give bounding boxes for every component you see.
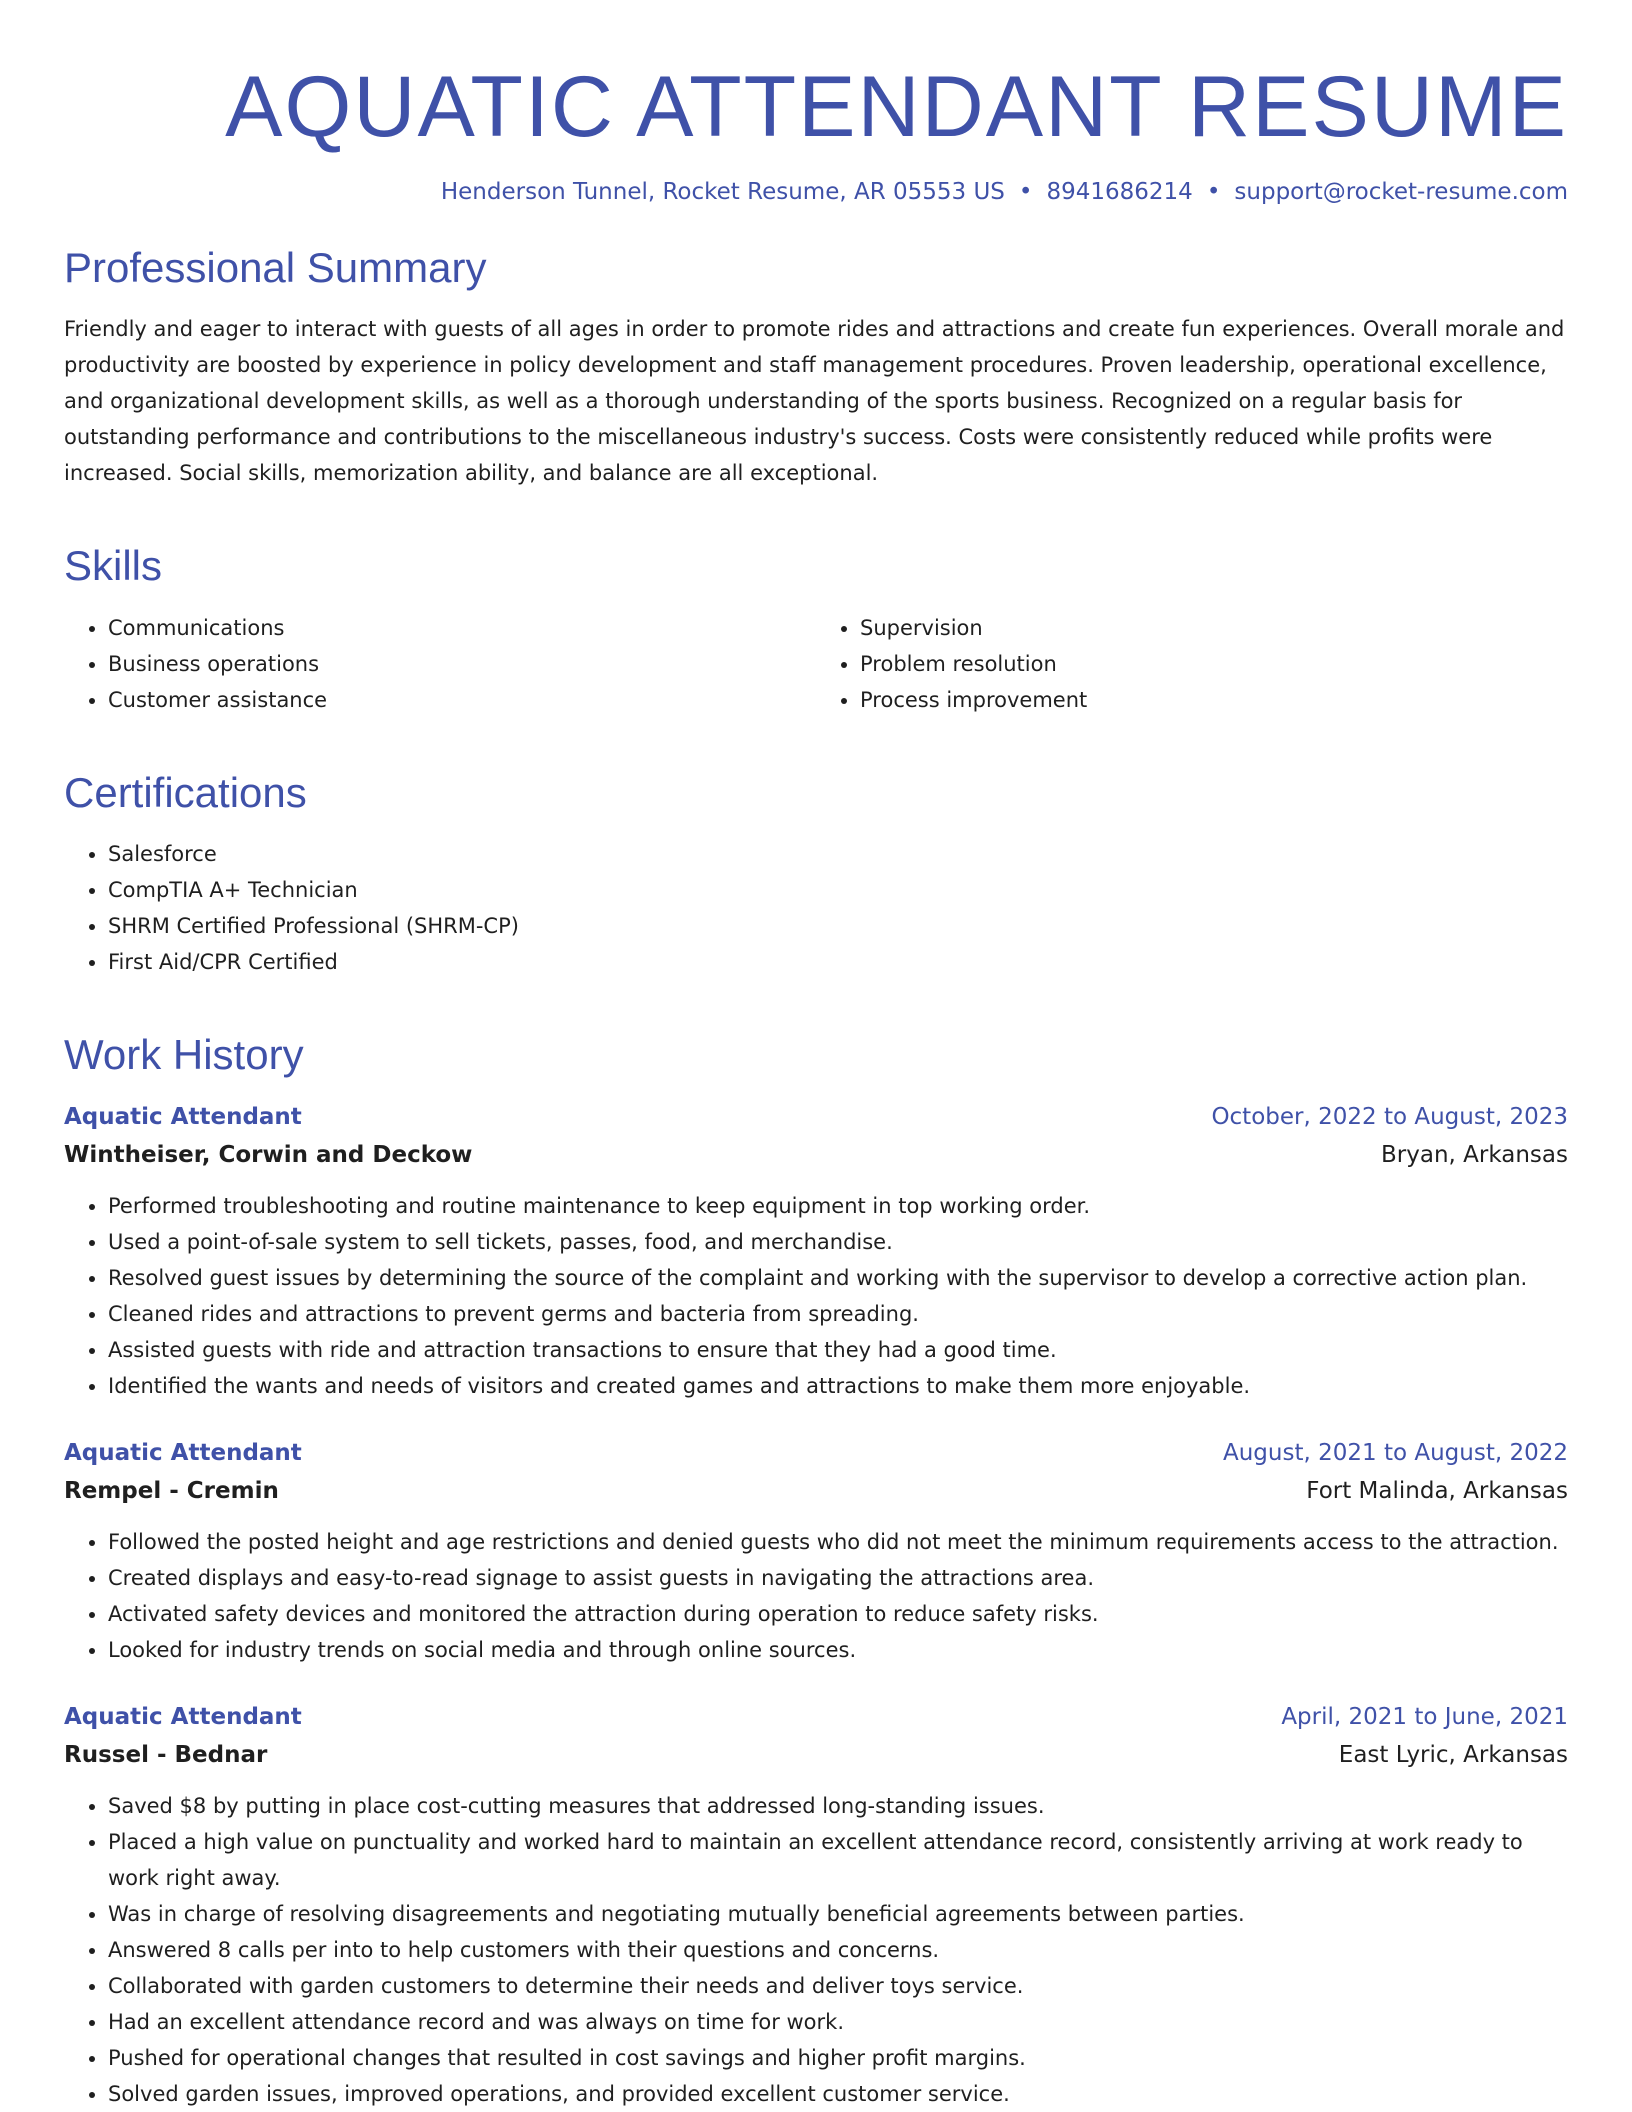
contact-separator: • — [1206, 179, 1221, 206]
job-location: East Lyric, Arkansas — [1338, 1741, 1568, 1768]
job-bullet: • Pushed for operational changes that resulted in cost savings and higher profit margins. — [108, 2040, 1568, 2076]
job-bullet: • Had an excellent attendance record and was always on time for work. — [108, 2004, 1568, 2040]
job-bullet: • Identified the wants and needs of visitors and created games and attractions to make them more enjoyable. — [108, 1368, 1568, 1404]
certifications-section — [64, 770, 1568, 980]
skills-grid — [64, 610, 1568, 718]
job-title: Aquatic Attendant — [64, 1703, 302, 1730]
job-company: Russel - Bednar — [64, 1741, 268, 1768]
job-bullet: • Assisted guests with ride and attraction transactions to ensure that they had a good time. — [108, 1332, 1568, 1368]
job-bullet: • Looked for industry trends on social media and through online sources. — [108, 1632, 1568, 1668]
skill-item: • Problem resolution — [860, 646, 1568, 682]
certifications-list — [64, 836, 1568, 980]
job-bullet: • Created displays and easy-to-read signage to assist guests in navigating the attractions area. — [108, 1560, 1568, 1596]
job-entry — [64, 1434, 1568, 1668]
skills-heading: Skills — [64, 542, 163, 590]
resume-header — [64, 56, 1568, 205]
job-bullets — [64, 1788, 1568, 2112]
job-entry — [64, 1698, 1568, 2112]
skill-item: • Customer assistance — [108, 682, 816, 718]
job-dates: October, 2022 to August, 2023 — [1211, 1103, 1568, 1130]
skill-item: • Business operations — [108, 646, 816, 682]
certification-item: • First Aid/CPR Certified — [108, 944, 1568, 980]
job-company: Rempel - Cremin — [64, 1477, 279, 1504]
work-history-heading: Work History — [64, 1030, 304, 1078]
contact-separator: • — [1018, 179, 1033, 206]
resume-title: AQUATIC ATTENDANT RESUME — [225, 59, 1568, 155]
certification-item: • Salesforce — [108, 836, 1568, 872]
job-bullet: • Resolved guest issues by determining the source of the complaint and working with the supervisor to develop a corrective action plan. — [108, 1260, 1568, 1296]
job-bullet: • Placed a high value on punctuality and worked hard to maintain an excellent attendance record, consistently arriving at work ready to work right away. — [108, 1824, 1568, 1896]
job-dates: August, 2021 to August, 2022 — [1223, 1439, 1568, 1466]
skills-list-right — [816, 610, 1568, 718]
skill-item: • Process improvement — [860, 682, 1568, 718]
job-bullet: • Activated safety devices and monitored the attraction during operation to reduce safety risks. — [108, 1596, 1568, 1632]
certification-item: • SHRM Certified Professional (SHRM-CP) — [108, 908, 1568, 944]
job-location: Fort Malinda, Arkansas — [1306, 1477, 1568, 1504]
contact-email: support@rocket-resume.com — [1234, 179, 1568, 206]
summary-section — [64, 245, 1568, 491]
job-location: Bryan, Arkansas — [1381, 1141, 1568, 1168]
job-bullet: • Collaborated with garden customers to determine their needs and deliver toys service. — [108, 1968, 1568, 2004]
job-bullets — [64, 1524, 1568, 1668]
contact-address: Henderson Tunnel, Rocket Resume, AR 05553 US — [440, 179, 1005, 206]
job-title-row — [64, 1098, 1568, 1136]
job-title: Aquatic Attendant — [64, 1103, 302, 1130]
work-history-section — [64, 1032, 1568, 2112]
certifications-heading: Certifications — [64, 768, 307, 816]
job-bullet: • Cleaned rides and attractions to prevent germs and bacteria from spreading. — [108, 1296, 1568, 1332]
job-company-row — [64, 1736, 1568, 1774]
contact-line — [64, 179, 1568, 205]
skill-item: • Supervision — [860, 610, 1568, 646]
job-bullets — [64, 1188, 1568, 1404]
job-entry — [64, 1098, 1568, 1404]
job-title-row — [64, 1698, 1568, 1736]
job-bullet: • Answered 8 calls per into to help customers with their questions and concerns. — [108, 1932, 1568, 1968]
job-title: Aquatic Attendant — [64, 1439, 302, 1466]
job-company-row — [64, 1136, 1568, 1174]
contact-phone: 8941686214 — [1046, 179, 1193, 206]
job-bullet: • Was in charge of resolving disagreements and negotiating mutually beneficial agreements between parties. — [108, 1896, 1568, 1932]
skills-list-left — [64, 610, 816, 718]
job-title-row — [64, 1434, 1568, 1472]
job-dates: April, 2021 to June, 2021 — [1281, 1703, 1568, 1730]
job-bullet: • Solved garden issues, improved operations, and provided excellent customer service. — [108, 2076, 1568, 2112]
job-bullet: • Saved $8 by putting in place cost-cutting measures that addressed long-standing issues. — [108, 1788, 1568, 1824]
summary-heading: Professional Summary — [64, 244, 487, 292]
job-company-row — [64, 1472, 1568, 1510]
job-bullet: • Followed the posted height and age restrictions and denied guests who did not meet the minimum requirements access to the attraction. — [108, 1524, 1568, 1560]
skills-section — [64, 543, 1568, 717]
job-company: Wintheiser, Corwin and Deckow — [64, 1141, 473, 1168]
job-bullet: • Used a point-of-sale system to sell tickets, passes, food, and merchandise. — [108, 1224, 1568, 1260]
certification-item: • CompTIA A+ Technician — [108, 872, 1568, 908]
job-bullet: • Performed troubleshooting and routine maintenance to keep equipment in top working order. — [108, 1188, 1568, 1224]
skill-item: • Communications — [108, 610, 816, 646]
summary-text: Friendly and eager to interact with guests of all ages in order to promote rides and attractions and create fun experiences. Overall morale and productivity are boosted by experience in policy development and staff management procedures. Proven leadership, operational excellence, and organizational development skills, as well as a thorough understanding of the sports business. Recognized on a regular basis for outstanding performance and contributions to the miscellaneous industry's success. Costs were consistently reduced while profits were increased. Social skills, memorization ability, and balance are all exceptional. — [64, 317, 1565, 486]
